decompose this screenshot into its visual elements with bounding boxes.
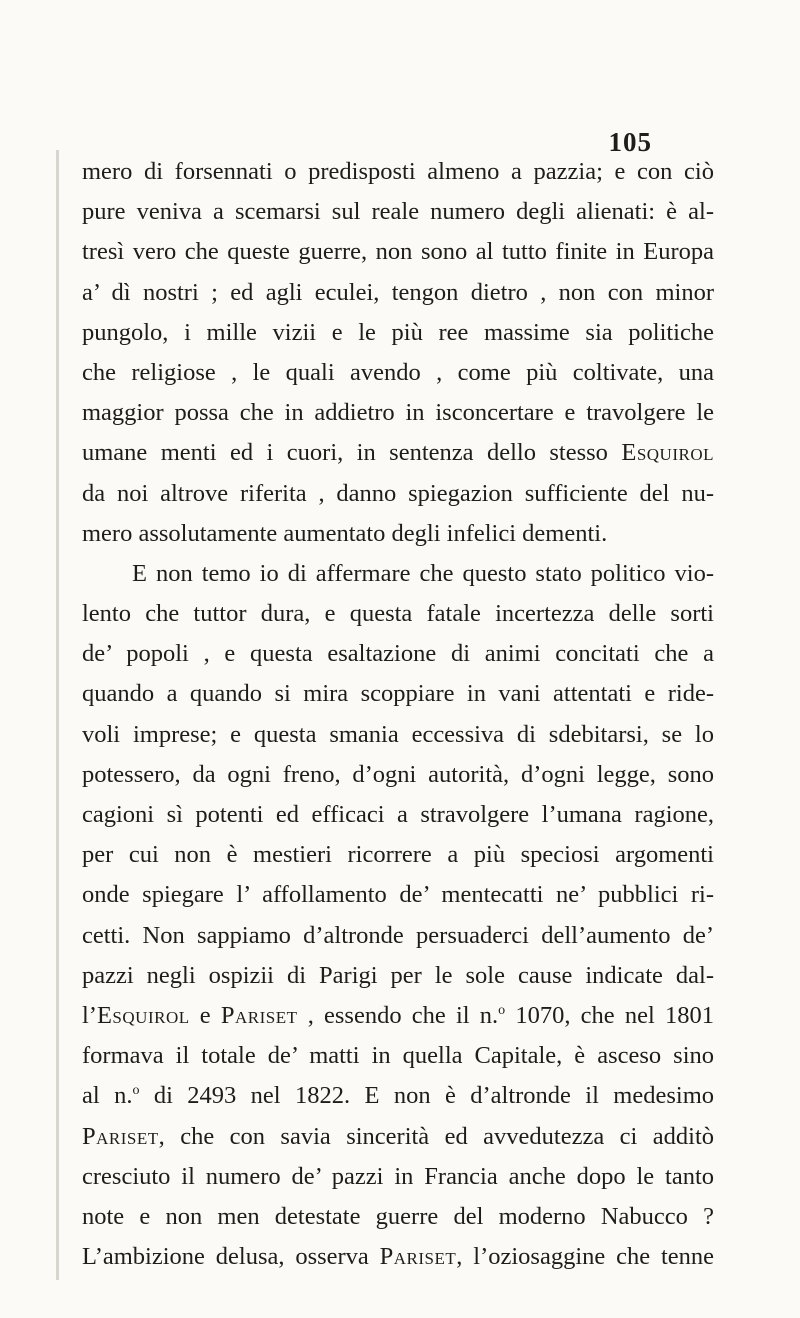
author-name: Pariset bbox=[220, 1001, 298, 1029]
line-fragment: pazzi negli ospizii di Parigi per le sole cause indicate dal- bbox=[82, 961, 714, 989]
line-fragment: maggior possa che in addietro in isconcertare e travolgere le bbox=[82, 399, 714, 427]
author-name: Esquirol bbox=[96, 1001, 190, 1029]
text-line bbox=[82, 192, 714, 232]
line-fragment: mero assolutamente aumentato degli infelici dementi. bbox=[82, 519, 608, 547]
line-fragment: , essendo che il n. bbox=[297, 1001, 499, 1029]
line-fragment: voli imprese; e questa smania eccessiva di sdebitarsi, se lo bbox=[82, 720, 714, 748]
line-fragment: 1070, che nel 1801 bbox=[505, 1001, 714, 1029]
line-fragment: di 2493 nel 1822. E non è d’altronde il medesimo bbox=[139, 1082, 715, 1110]
margin-shadow bbox=[56, 150, 59, 1280]
author-name: Esquirol bbox=[621, 439, 714, 467]
body-text bbox=[82, 152, 714, 1277]
line-fragment: o bbox=[498, 1002, 506, 1018]
text-line bbox=[82, 474, 714, 514]
line-fragment: cetti. Non sappiamo d’altronde persuaderci dell’aumento de’ bbox=[82, 921, 714, 949]
text-line bbox=[82, 514, 714, 554]
line-fragment: al n. bbox=[82, 1082, 133, 1110]
line-fragment: e bbox=[189, 1001, 221, 1029]
text-line bbox=[82, 674, 714, 714]
line-fragment: , l’oziosaggine che tenne bbox=[456, 1243, 714, 1271]
line-fragment: pure veniva a scemarsi sul reale numero degli alienati: è al- bbox=[82, 198, 714, 226]
text-line bbox=[82, 1117, 714, 1157]
line-fragment: cagioni sì potenti ed efficaci a stravolgere l’umana ragione, bbox=[82, 801, 714, 828]
line-fragment: umane menti ed i cuori, in sentenza dello stesso bbox=[82, 439, 622, 467]
line-fragment: cresciuto il numero de’ pazzi in Francia anche dopo le tanto bbox=[82, 1162, 714, 1190]
text-line bbox=[82, 232, 714, 272]
line-fragment: potessero, da ogni freno, d’ogni autorità, d’ogni legge, sono bbox=[82, 760, 714, 788]
text-line bbox=[82, 1197, 714, 1237]
text-line bbox=[82, 755, 714, 795]
text-line bbox=[82, 433, 714, 473]
text-line bbox=[82, 273, 714, 313]
text-line bbox=[82, 795, 714, 835]
text-line bbox=[82, 393, 714, 433]
text-line bbox=[82, 875, 714, 915]
line-fragment: note e non men detestate guerre del moderno Nabucco ? bbox=[82, 1202, 714, 1230]
line-fragment: a’ dì nostri ; ed agli eculei, tengon dietro , non con minor bbox=[82, 278, 714, 306]
text-line bbox=[82, 1237, 714, 1277]
line-fragment: de’ popoli , e questa esaltazione di animi concitati che a bbox=[82, 640, 714, 668]
line-fragment: , che con savia sincerità ed avvedutezza ci additò bbox=[158, 1122, 714, 1150]
text-line bbox=[82, 634, 714, 674]
line-fragment: E non temo io di affermare che questo stato politico vio- bbox=[132, 559, 714, 587]
text-line bbox=[82, 152, 714, 192]
line-fragment: che religiose , le quali avendo , come più coltivate, una bbox=[82, 358, 714, 386]
author-name: Pariset bbox=[379, 1243, 457, 1271]
text-line bbox=[82, 916, 714, 956]
line-fragment: formava il totale de’ matti in quella Capitale, è asceso sino bbox=[82, 1042, 714, 1070]
line-fragment: per cui non è mestieri ricorrere a più speciosi argomenti bbox=[82, 841, 714, 869]
line-fragment: mero di forsennati o predisposti almeno a pazzia; e con ciò bbox=[82, 158, 714, 185]
text-line bbox=[82, 313, 714, 353]
author-name: Pariset bbox=[82, 1122, 159, 1150]
line-fragment: o bbox=[132, 1083, 140, 1099]
text-line bbox=[82, 554, 714, 594]
page-number: 105 bbox=[608, 127, 652, 157]
text-line bbox=[82, 353, 714, 393]
line-fragment: L’ambizione delusa, osserva bbox=[82, 1243, 380, 1271]
text-line bbox=[82, 996, 714, 1036]
line-fragment: da noi altrove riferita , danno spiegazion sufficiente del nu- bbox=[82, 479, 714, 507]
line-fragment: quando a quando si mira scoppiare in vani attentati e ride- bbox=[82, 680, 714, 708]
text-line bbox=[82, 1036, 714, 1076]
line-fragment: lento che tuttor dura, e questa fatale incertezza delle sorti bbox=[82, 600, 714, 628]
line-fragment: pungolo, i mille vizii e le più ree massime sia politiche bbox=[82, 318, 714, 346]
text-line bbox=[82, 715, 714, 755]
line-fragment: l’ bbox=[82, 1001, 97, 1029]
text-line bbox=[82, 1157, 714, 1197]
line-fragment: onde spiegare l’ affollamento de’ mentecatti ne’ pubblici ri- bbox=[82, 881, 714, 909]
text-line bbox=[82, 594, 714, 634]
text-line bbox=[82, 956, 714, 996]
text-line bbox=[82, 1076, 714, 1116]
text-line bbox=[82, 835, 714, 875]
line-fragment: tresì vero che queste guerre, non sono al tutto finite in Europa bbox=[82, 238, 714, 266]
